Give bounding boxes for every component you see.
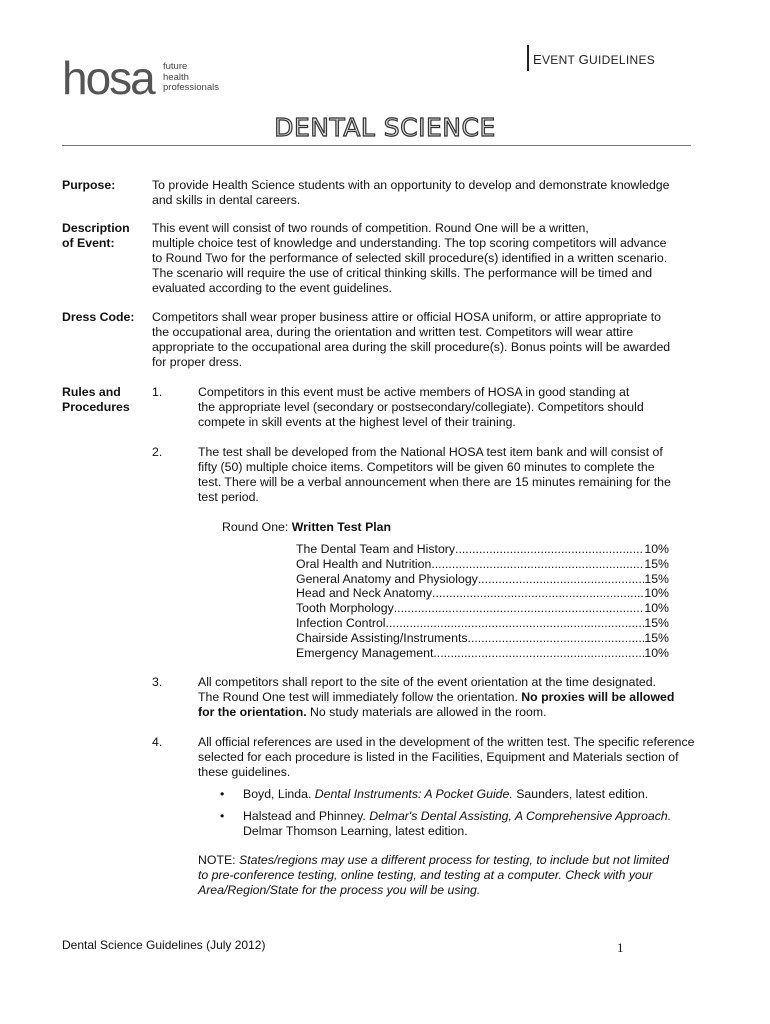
test-plan-list bbox=[296, 542, 669, 660]
page-number: 1 bbox=[617, 940, 624, 955]
dress-code-text: Competitors shall wear proper business attire or official HOSA uniform, or attire appropriate to the occupational area, during the orientation and written test. Competitors will wear attire appropriate to the occupational area during the skill procedure(s). Bonus points will be awarded for proper dress. bbox=[152, 310, 671, 369]
description-label: Description of Event: bbox=[62, 221, 130, 250]
reference-2: Halstead and Phinney. Delmar's Dental Assisting, A Comprehensive Approach. Delmar Thomson Learning, latest edition. bbox=[243, 809, 672, 838]
test-plan-row: Oral Health and Nutrition ..... 15% bbox=[296, 557, 669, 572]
reference-1: Boyd, Linda. Dental Instruments: A Pocket Guide. Saunders, latest edition. bbox=[243, 787, 649, 801]
test-plan-heading: Round One: Written Test Plan bbox=[222, 520, 392, 534]
dress-code-label: Dress Code: bbox=[62, 310, 135, 324]
event-guidelines-label: EVENT GUIDELINES bbox=[533, 52, 656, 67]
test-plan-row: Emergency Management ..... 10% bbox=[296, 646, 669, 661]
testing-note: NOTE: States/regions may use a different process for testing, to include but not limited to pre-conference testing, online testing, and testing at a computer. Check with your Area/Region/State for the process you will be using. bbox=[198, 853, 669, 897]
test-plan-row: Tooth Morphology ..... 10% bbox=[296, 601, 669, 616]
test-plan-row: The Dental Team and History ..... 10% bbox=[296, 542, 669, 557]
test-plan-row: Head and Neck Anatomy ..... 10% bbox=[296, 586, 669, 601]
test-plan-row: Chairside Assisting/Instruments ..... 15% bbox=[296, 631, 669, 646]
rule-1-text: Competitors in this event must be active members of HOSA in good standing at the appropriate level (secondary or postsecondary/collegiate). Competitors should compete in skill events at the highest level of their training. bbox=[198, 385, 644, 429]
purpose-label: Purpose: bbox=[62, 178, 116, 192]
rule-4-text: All official references are used in the development of the written test. The specific reference selected for each procedure is listed in the Facilities, Equipment and Materials section of these guidelines. bbox=[198, 735, 695, 779]
hosa-logo-word: hosa bbox=[62, 52, 154, 104]
bullet-icon: • bbox=[220, 787, 225, 801]
rules-label: Rules and Procedures bbox=[62, 385, 130, 414]
purpose-text: To provide Health Science students with an opportunity to develop and demonstrate knowledge and skills in dental careers. bbox=[152, 178, 670, 207]
page-title: DENTAL SCIENCE bbox=[274, 113, 496, 142]
rule-2-number: 2. bbox=[152, 445, 163, 459]
hosa-logo-tagline: future health professionals bbox=[163, 61, 219, 93]
rule-1-number: 1. bbox=[152, 385, 163, 399]
header-divider bbox=[527, 45, 529, 71]
rule-3-number: 3. bbox=[152, 675, 163, 689]
test-plan-row: Infection Control ..... 15% bbox=[296, 616, 669, 631]
rule-2-text: The test shall be developed from the National HOSA test item bank and will consist of fifty (50) multiple choice items. Competitors will be given 60 minutes to complete the test. There will be a verbal announcement when there are 15 minutes remaining for the test period. bbox=[198, 445, 671, 504]
test-plan-row: General Anatomy and Physiology ..... 15% bbox=[296, 572, 669, 587]
description-text: This event will consist of two rounds of competition. Round One will be a written, multiple choice test of knowledge and understanding. The top scoring competitors will advance to Round Two for the performance of selected skill procedure(s) identified in a written scenario. The scenario will require the use of critical thinking skills. The performance will be timed and evaluated according to the event guidelines. bbox=[152, 221, 668, 295]
rule-3-text: All competitors shall report to the site of the event orientation at the time designated. The Round One test will immediately follow the orientation. No proxies will be allowed for the orientation. No study materials are allowed in the room. bbox=[198, 675, 675, 719]
title-rule bbox=[62, 145, 691, 146]
footer-text: Dental Science Guidelines (July 2012) bbox=[62, 938, 266, 952]
bullet-icon: • bbox=[220, 809, 225, 823]
rule-4-number: 4. bbox=[152, 735, 163, 749]
